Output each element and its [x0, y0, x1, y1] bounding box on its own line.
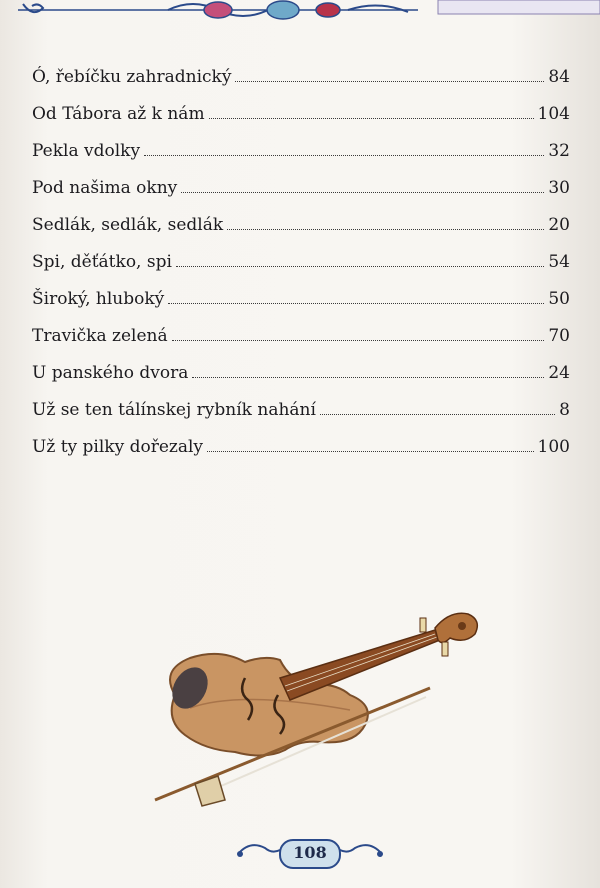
page-number: 108: [293, 843, 327, 862]
toc-row: [32, 198, 570, 235]
toc-leader-dots: [192, 376, 544, 378]
toc-row: [32, 124, 570, 161]
toc-page-number: 50: [548, 289, 570, 309]
toc-leader-dots: [207, 450, 534, 452]
toc-title: Už se ten tálínskej rybník nahání: [32, 400, 316, 420]
toc-page-number: 30: [548, 178, 570, 198]
toc-page-number: 24: [548, 363, 570, 383]
toc-title: Od Tábora až k nám: [32, 104, 205, 124]
toc-row: [32, 309, 570, 346]
toc-leader-dots: [320, 413, 555, 415]
toc-row: [32, 235, 570, 272]
toc-row: [32, 161, 570, 198]
toc-row: [32, 87, 570, 124]
toc-title: Spi, děťátko, spi: [32, 252, 172, 272]
violin-illustration: [150, 600, 490, 815]
toc-title: Ó, řebíčku zahradnický: [32, 67, 232, 87]
toc-row: [32, 346, 570, 383]
toc-leader-dots: [227, 228, 544, 230]
toc-page-number: 20: [548, 215, 570, 235]
toc-row: [32, 272, 570, 309]
toc-page-number: 70: [548, 326, 570, 346]
toc-title: Sedlák, sedlák, sedlák: [32, 215, 224, 235]
toc-leader-dots: [172, 339, 545, 341]
toc-title: Travička zelená: [32, 326, 168, 346]
page-footer: [230, 834, 390, 874]
toc-leader-dots: [209, 117, 534, 119]
toc-page-number: 84: [548, 67, 570, 87]
toc-page-number: 8: [559, 400, 570, 420]
toc-row: [32, 383, 570, 420]
toc-page-number: 100: [537, 437, 570, 457]
toc-leader-dots: [235, 80, 544, 82]
toc-title: Pod našima okny: [32, 178, 178, 198]
toc-leader-dots: [176, 265, 544, 267]
toc-title: U panského dvora: [32, 363, 189, 383]
top-ornament: [18, 0, 600, 26]
toc-leader-dots: [144, 154, 544, 156]
toc-title: Už ty pilky dořezaly: [32, 437, 204, 457]
toc-leader-dots: [168, 302, 544, 304]
table-of-contents: [32, 50, 570, 457]
toc-title: Široký, hluboký: [32, 289, 165, 309]
violin-neck: [280, 613, 477, 700]
toc-row: [32, 420, 570, 457]
toc-row: [32, 50, 570, 87]
toc-leader-dots: [181, 191, 544, 193]
toc-page-number: 32: [548, 141, 570, 161]
toc-page-number: 104: [537, 104, 570, 124]
toc-page-number: 54: [548, 252, 570, 272]
toc-title: Pekla vdolky: [32, 141, 141, 161]
